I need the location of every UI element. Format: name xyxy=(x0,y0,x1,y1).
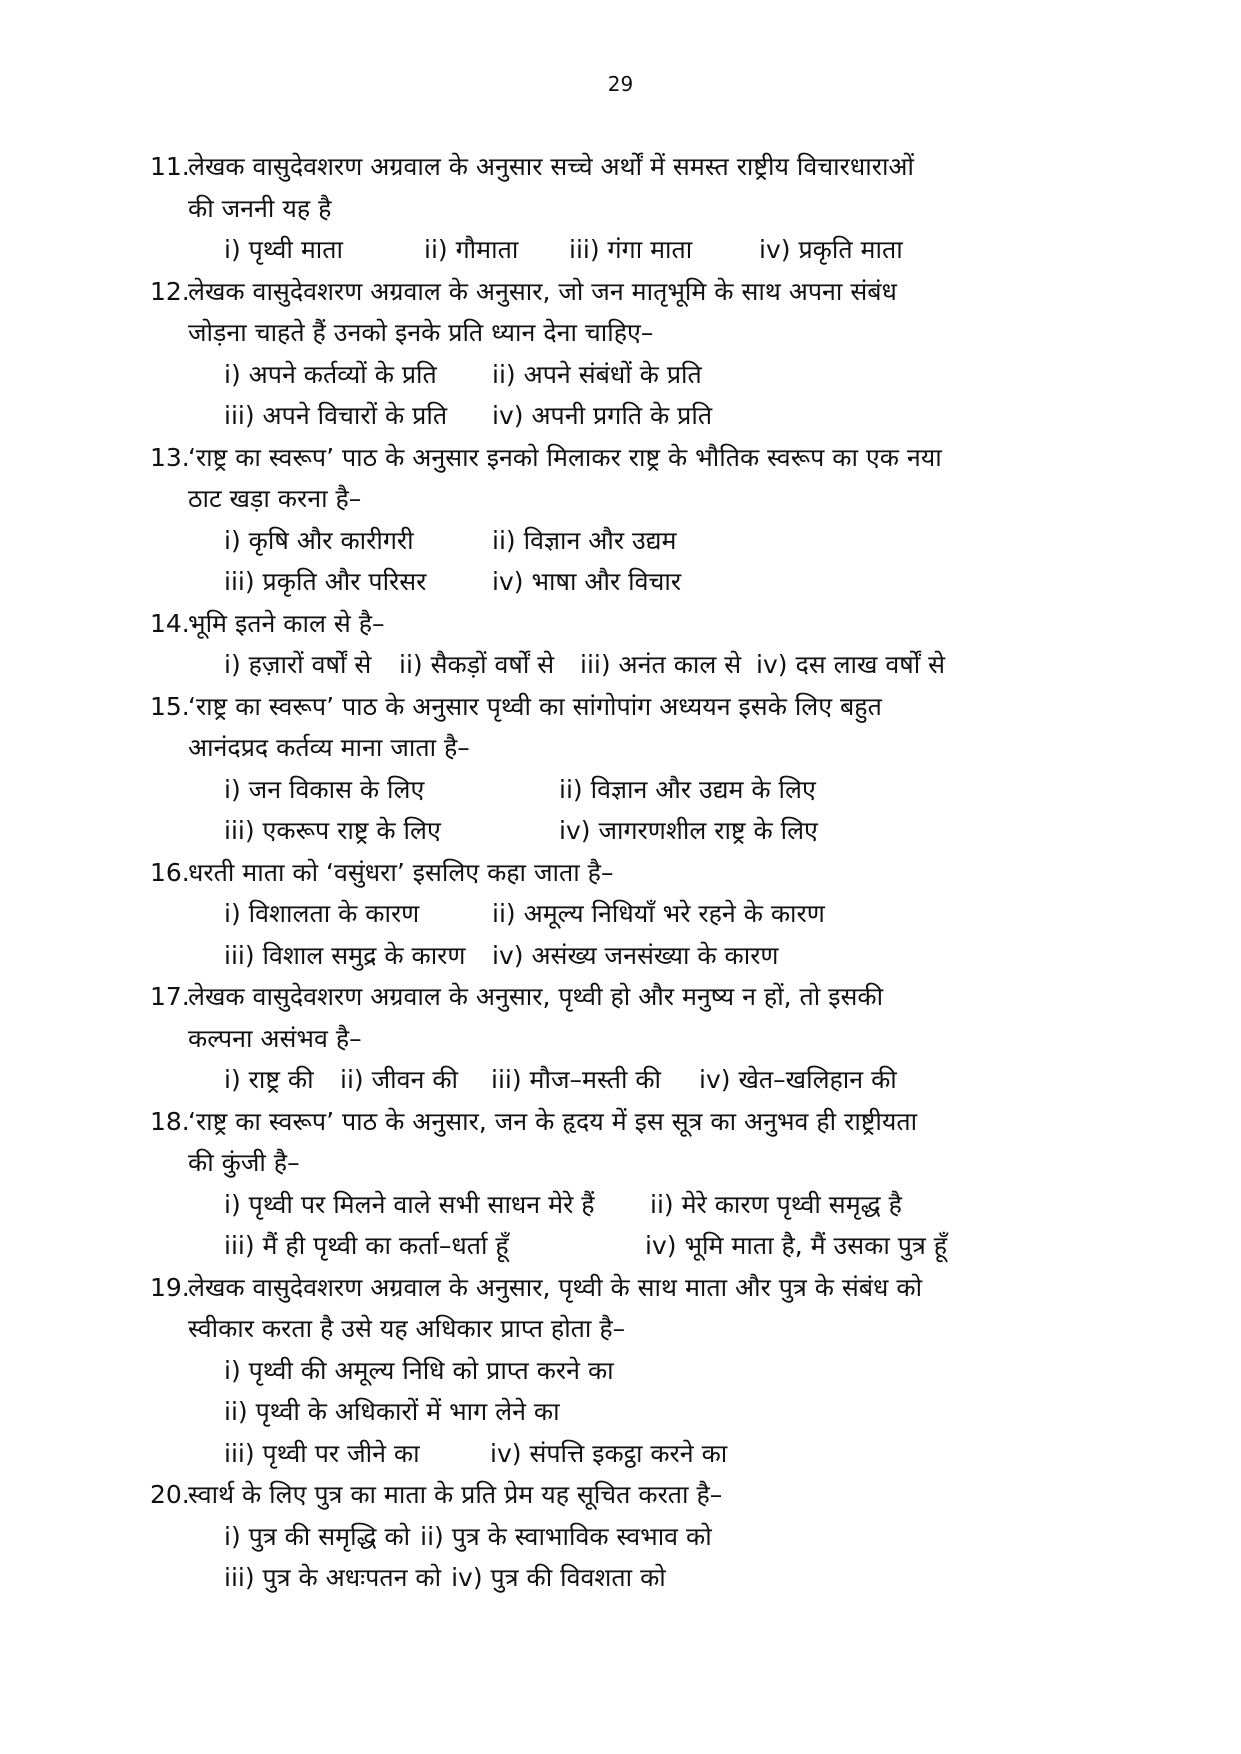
question-number: 18. xyxy=(150,1106,190,1136)
option: ii) सैकड़ों वर्षों से xyxy=(399,650,555,679)
option: i) पृथ्वी माता xyxy=(224,235,343,264)
option: ii) विज्ञान और उद्यम के लिए xyxy=(559,774,816,804)
question-15 xyxy=(150,686,1090,852)
option: ii) विज्ञान और उद्यम xyxy=(492,525,677,555)
option: iii) एकरूप राष्ट्र के लिए xyxy=(224,816,441,845)
question-text xyxy=(150,1101,1090,1143)
option: ii) मेरे कारण पृथ्वी समृद्ध है xyxy=(650,1189,902,1219)
option-row xyxy=(150,810,1090,852)
option: i) अपने कर्तव्यों के प्रति xyxy=(224,359,437,389)
option: iv) भाषा और विचार xyxy=(492,567,682,596)
question-18 xyxy=(150,1101,1090,1267)
question-line: कल्पना असंभव है– xyxy=(188,1023,362,1053)
option-row xyxy=(150,893,1090,935)
question-number: 14. xyxy=(150,608,190,638)
option-row xyxy=(150,1557,1090,1599)
option: i) पृथ्वी की अमूल्य निधि को प्राप्त करने का xyxy=(224,1355,614,1385)
option-row xyxy=(150,1516,1090,1558)
option: ii) गौमाता xyxy=(424,235,519,264)
question-line: धरती माता को ‘वसुंधरा’ इसलिए कहा जाता है– xyxy=(188,857,614,887)
question-text-continued xyxy=(150,312,1090,354)
question-line: जोड़ना चाहते हैं उनको इनके प्रति ध्यान देना चाहिए– xyxy=(188,318,654,347)
option-row xyxy=(150,395,1090,437)
question-12 xyxy=(150,271,1090,437)
question-line: ठाट खड़ा करना है– xyxy=(188,484,362,513)
option-row xyxy=(150,354,1090,396)
question-line: भूमि इतने काल से है– xyxy=(188,608,385,638)
option: iii) गंगा माता xyxy=(569,235,693,264)
question-text xyxy=(150,686,1090,728)
question-number: 16. xyxy=(150,857,190,887)
page-number: 29 xyxy=(607,72,634,96)
question-line: लेखक वासुदेवशरण अग्रवाल के अनुसार सच्चे अर्थों में समस्त राष्ट्रीय विचारधाराओं xyxy=(188,152,914,181)
question-text-continued xyxy=(150,188,1090,230)
question-line: ‘राष्ट्र का स्वरूप’ पाठ के अनुसार पृथ्वी का सांगोपांग अध्ययन इसके लिए बहुत xyxy=(188,691,882,721)
option: iv) खेत–खलिहान की xyxy=(699,1065,897,1094)
question-text xyxy=(150,603,1090,645)
option: iii) मौज–मस्ती की xyxy=(491,1065,662,1094)
question-number: 17. xyxy=(150,982,190,1011)
question-17 xyxy=(150,976,1090,1101)
option: i) कृषि और कारीगरी xyxy=(224,525,414,555)
question-number: 13. xyxy=(150,442,190,472)
question-line: स्वीकार करता है उसे यह अधिकार प्राप्त होता है– xyxy=(188,1314,626,1343)
option: ii) जीवन की xyxy=(340,1065,459,1094)
question-number: 12. xyxy=(150,276,190,306)
option-row xyxy=(150,1433,1090,1475)
question-line: लेखक वासुदेवशरण अग्रवाल के अनुसार, जो जन मातृभूमि के साथ अपना संबंध xyxy=(188,276,897,306)
option-row xyxy=(150,935,1090,977)
question-line: लेखक वासुदेवशरण अग्रवाल के अनुसार, पृथ्वी हो और मनुष्य न हों, तो इसकी xyxy=(188,982,884,1011)
option: iv) असंख्य जनसंख्या के कारण xyxy=(492,940,779,970)
option: iv) भूमि माता है, मैं उसका पुत्र हूँ xyxy=(645,1231,947,1260)
option: iii) अपने विचारों के प्रति xyxy=(224,401,448,430)
question-line: ‘राष्ट्र का स्वरूप’ पाठ के अनुसार, जन के हृदय में इस सूत्र का अनुभव ही राष्ट्रीयता xyxy=(188,1106,918,1136)
question-number: 15. xyxy=(150,691,190,721)
option-row xyxy=(150,769,1090,811)
option: ii) अपने संबंधों के प्रति xyxy=(492,359,702,389)
question-text xyxy=(150,146,1090,188)
option: iii) विशाल समुद्र के कारण xyxy=(224,940,466,970)
question-line: लेखक वासुदेवशरण अग्रवाल के अनुसार, पृथ्वी के साथ माता और पुत्र के संबंध को xyxy=(188,1272,923,1302)
option-row xyxy=(150,520,1090,562)
option-row xyxy=(150,1059,1090,1101)
question-16 xyxy=(150,852,1090,977)
question-14 xyxy=(150,603,1090,686)
option: iii) पृथ्वी पर जीने का xyxy=(224,1438,420,1468)
question-line: की कुंजी है– xyxy=(188,1148,300,1177)
option: i) हज़ारों वर्षों से xyxy=(224,650,372,679)
option: i) पुत्र की समृद्धि को xyxy=(224,1521,411,1551)
option: ii) पुत्र के स्वाभाविक स्वभाव को xyxy=(420,1521,712,1551)
question-text xyxy=(150,437,1090,479)
option-row xyxy=(150,1184,1090,1226)
option: ii) अमूल्य निधियाँ भरे रहने के कारण xyxy=(492,899,825,928)
option: iv) अपनी प्रगति के प्रति xyxy=(492,401,713,430)
question-line: ‘राष्ट्र का स्वरूप’ पाठ के अनुसार इनको मिलाकर राष्ट्र के भौतिक स्वरूप का एक नया xyxy=(188,442,942,472)
question-text xyxy=(150,852,1090,894)
option: iii) पुत्र के अधःपतन को xyxy=(224,1563,442,1592)
option-row xyxy=(150,1225,1090,1267)
option-row xyxy=(150,644,1090,686)
question-text-continued xyxy=(150,1142,1090,1184)
option: i) जन विकास के लिए xyxy=(224,774,425,804)
question-line: की जननी यह है xyxy=(188,193,332,223)
question-text-continued xyxy=(150,478,1090,520)
option: iv) प्रकृति माता xyxy=(759,235,903,264)
question-text xyxy=(150,271,1090,313)
question-line: स्वार्थ के लिए पुत्र का माता के प्रति प्रेम यह सूचित करता है– xyxy=(188,1480,723,1509)
question-text xyxy=(150,1474,1090,1516)
question-number: 20. xyxy=(150,1480,190,1509)
question-text-continued xyxy=(150,1308,1090,1350)
option: iv) संपत्ति इकट्ठा करने का xyxy=(490,1438,728,1468)
question-text-continued xyxy=(150,727,1090,769)
question-13 xyxy=(150,437,1090,603)
option: i) राष्ट्र की xyxy=(224,1065,314,1094)
option: i) विशालता के कारण xyxy=(224,899,420,928)
question-list xyxy=(150,146,1090,1599)
question-number: 19. xyxy=(150,1272,190,1302)
option-row xyxy=(150,1391,1090,1433)
option: iv) पुत्र की विवशता को xyxy=(451,1563,666,1592)
option: ii) पृथ्वी के अधिकारों में भाग लेने का xyxy=(224,1397,560,1426)
question-text-continued xyxy=(150,1018,1090,1060)
option-row xyxy=(150,561,1090,603)
option-row xyxy=(150,1350,1090,1392)
question-19 xyxy=(150,1267,1090,1475)
option: iii) प्रकृति और परिसर xyxy=(224,567,427,596)
question-text xyxy=(150,976,1090,1018)
option: iv) दस लाख वर्षों से xyxy=(756,650,946,679)
question-11 xyxy=(150,146,1090,271)
question-line: आनंदप्रद कर्तव्य माना जाता है– xyxy=(188,733,470,762)
question-20 xyxy=(150,1474,1090,1599)
option: iii) अनंत काल से xyxy=(580,650,742,679)
option: iv) जागरणशील राष्ट्र के लिए xyxy=(559,816,818,845)
option: iii) मैं ही पृथ्वी का कर्ता–धर्ता हूँ xyxy=(224,1231,509,1260)
option: i) पृथ्वी पर मिलने वाले सभी साधन मेरे हैं xyxy=(224,1189,595,1219)
option-row xyxy=(150,229,1090,271)
question-number: 11. xyxy=(150,152,190,181)
question-text xyxy=(150,1267,1090,1309)
